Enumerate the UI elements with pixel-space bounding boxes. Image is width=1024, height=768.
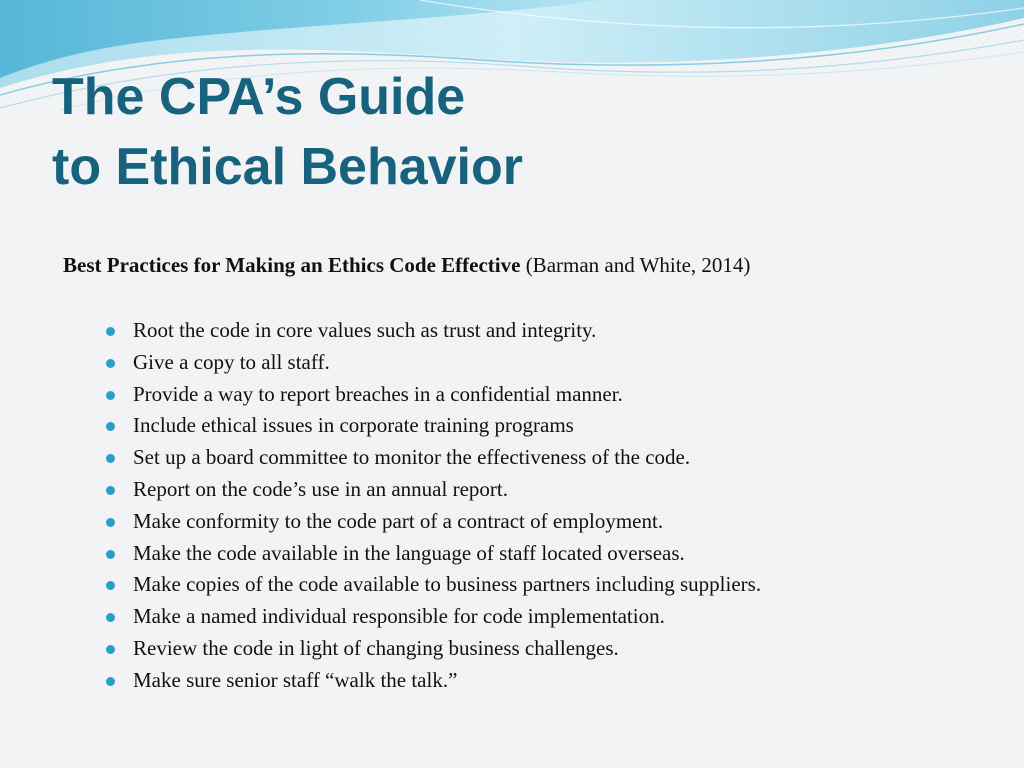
bullet-item [104, 538, 761, 570]
bullet-item [104, 410, 761, 442]
bullet-item [104, 665, 761, 697]
bullet-dot-icon [106, 677, 115, 686]
bullet-item [104, 474, 761, 506]
bullet-dot-icon [106, 359, 115, 368]
bullet-text: Give a copy to all staff. [133, 349, 330, 374]
bullet-item [104, 442, 761, 474]
bullet-text: Report on the code’s use in an annual report. [133, 476, 508, 501]
bullet-item [104, 347, 761, 379]
bullet-text: Include ethical issues in corporate training programs [133, 413, 574, 438]
bullet-text: Make conformity to the code part of a contract of employment. [133, 508, 664, 533]
slide-title-line-2: to Ethical Behavior [52, 138, 523, 196]
bullet-item [104, 315, 761, 347]
bullet-text: Make a named individual responsible for code implementation. [133, 604, 665, 629]
section-heading [63, 253, 750, 278]
bullet-text: Set up a board committee to monitor the effectiveness of the code. [133, 445, 691, 470]
bullet-dot-icon [106, 391, 115, 400]
bullet-dot-icon [106, 327, 115, 336]
bullet-dot-icon [106, 454, 115, 463]
bullet-text: Make sure senior staff “walk the talk.” [133, 667, 458, 692]
section-heading-citation: (Barman and White, 2014) [525, 253, 751, 277]
bullet-list [104, 315, 761, 697]
section-heading-bold: Best Practices for Making an Ethics Code Effective [63, 253, 521, 277]
bullet-item [104, 379, 761, 411]
slide-title [52, 62, 523, 202]
bullet-text: Review the code in light of changing business challenges. [133, 635, 619, 660]
slide-title-line-1: The CPA’s Guide [52, 68, 466, 126]
bullet-dot-icon [106, 645, 115, 654]
bullet-dot-icon [106, 550, 115, 559]
bullet-item [104, 633, 761, 665]
bullet-dot-icon [106, 613, 115, 622]
bullet-item [104, 569, 761, 601]
bullet-dot-icon [106, 486, 115, 495]
bullet-dot-icon [106, 518, 115, 527]
bullet-text: Make copies of the code available to business partners including suppliers. [133, 572, 762, 597]
bullet-dot-icon [106, 422, 115, 431]
bullet-text: Make the code available in the language of staff located overseas. [133, 540, 685, 565]
bullet-text: Provide a way to report breaches in a confidential manner. [133, 381, 623, 406]
bullet-dot-icon [106, 581, 115, 590]
bullet-text: Root the code in core values such as trust and integrity. [133, 318, 597, 342]
bullet-item [104, 601, 761, 633]
bullet-item [104, 506, 761, 538]
